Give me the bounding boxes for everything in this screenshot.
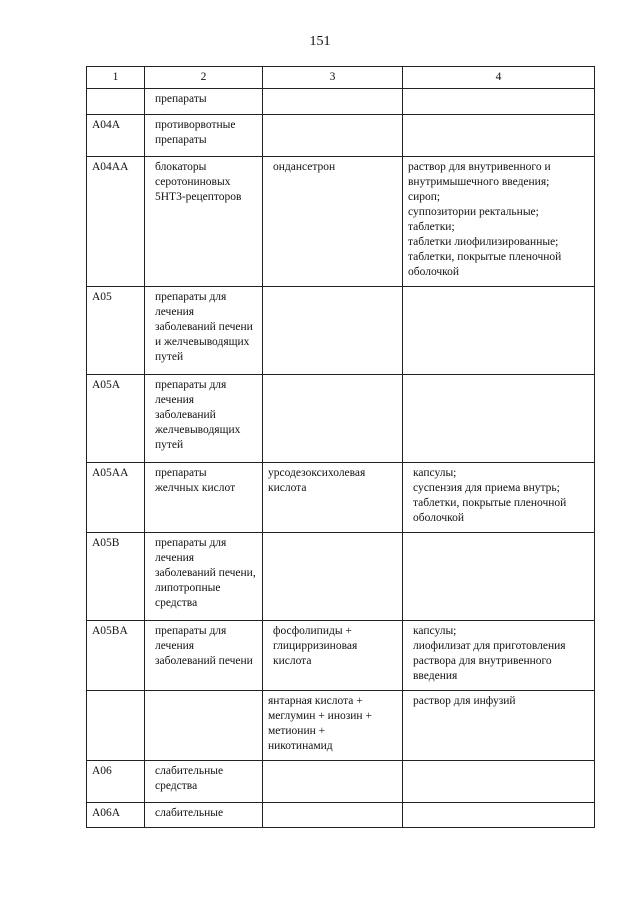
table-row (87, 621, 595, 691)
atc-code: A04A (87, 115, 145, 157)
table-row (87, 115, 595, 157)
drug-name: фосфолипиды + глицирризиновая кислота (263, 621, 403, 691)
atc-code: A05 (87, 287, 145, 375)
group-name: противорвотные препараты (145, 115, 263, 157)
dosage-form: капсулы; лиофилизат для приготовления раствора для внутривенного введения (403, 621, 595, 691)
group-name: препараты для лечения заболеваний печени и желчевыводящих путей (145, 287, 263, 375)
table-row (87, 761, 595, 803)
header-col-3: 3 (263, 67, 403, 89)
header-row (87, 67, 595, 89)
atc-code: A06A (87, 803, 145, 828)
drug-name: ондансетрон (263, 157, 403, 287)
group-name: препараты для лечения заболеваний желчевыводящих путей (145, 375, 263, 463)
atc-code (87, 89, 145, 115)
table-row (87, 375, 595, 463)
atc-code: A05A (87, 375, 145, 463)
group-name: слабительные (145, 803, 263, 828)
dosage-form (403, 89, 595, 115)
group-name: блокаторы серотониновых 5HT3-рецепторов (145, 157, 263, 287)
group-name: слабительные средства (145, 761, 263, 803)
drug-name (263, 115, 403, 157)
header-col-1: 1 (87, 67, 145, 89)
dosage-form: капсулы; суспензия для приема внутрь; таблетки, покрытые пленочной оболочкой (403, 463, 595, 533)
atc-code: A05AA (87, 463, 145, 533)
header-col-2: 2 (145, 67, 263, 89)
group-name: препараты для лечения заболеваний печени, липотропные средства (145, 533, 263, 621)
drug-name (263, 89, 403, 115)
group-name: препараты для лечения заболеваний печени (145, 621, 263, 691)
drug-table (86, 66, 595, 828)
table-row (87, 803, 595, 828)
atc-code: A04AA (87, 157, 145, 287)
atc-code: A05BA (87, 621, 145, 691)
table-row (87, 287, 595, 375)
drug-name (263, 375, 403, 463)
dosage-form (403, 287, 595, 375)
dosage-form: раствор для инфузий (403, 691, 595, 761)
group-name (145, 691, 263, 761)
drug-name (263, 761, 403, 803)
dosage-form (403, 761, 595, 803)
drug-name (263, 287, 403, 375)
dosage-form (403, 803, 595, 828)
atc-code: A05B (87, 533, 145, 621)
table-row (87, 157, 595, 287)
table-row (87, 691, 595, 761)
table-row (87, 463, 595, 533)
drug-name: урсодезоксихолевая кислота (263, 463, 403, 533)
atc-code (87, 691, 145, 761)
drug-name (263, 533, 403, 621)
header-col-4: 4 (403, 67, 595, 89)
group-name: препараты (145, 89, 263, 115)
table-row (87, 533, 595, 621)
drug-name: янтарная кислота + меглумин + инозин + метионин + никотинамид (263, 691, 403, 761)
atc-code: A06 (87, 761, 145, 803)
table-row (87, 89, 595, 115)
group-name: препараты желчных кислот (145, 463, 263, 533)
dosage-form (403, 115, 595, 157)
dosage-form (403, 533, 595, 621)
drug-name (263, 803, 403, 828)
dosage-form: раствор для внутривенного и внутримышечного введения; сироп; суппозитории ректальные; таблетки; таблетки лиофилизированные; таблетки, покрытые пленочной оболочкой (403, 157, 595, 287)
dosage-form (403, 375, 595, 463)
page-number: 151 (309, 34, 331, 49)
